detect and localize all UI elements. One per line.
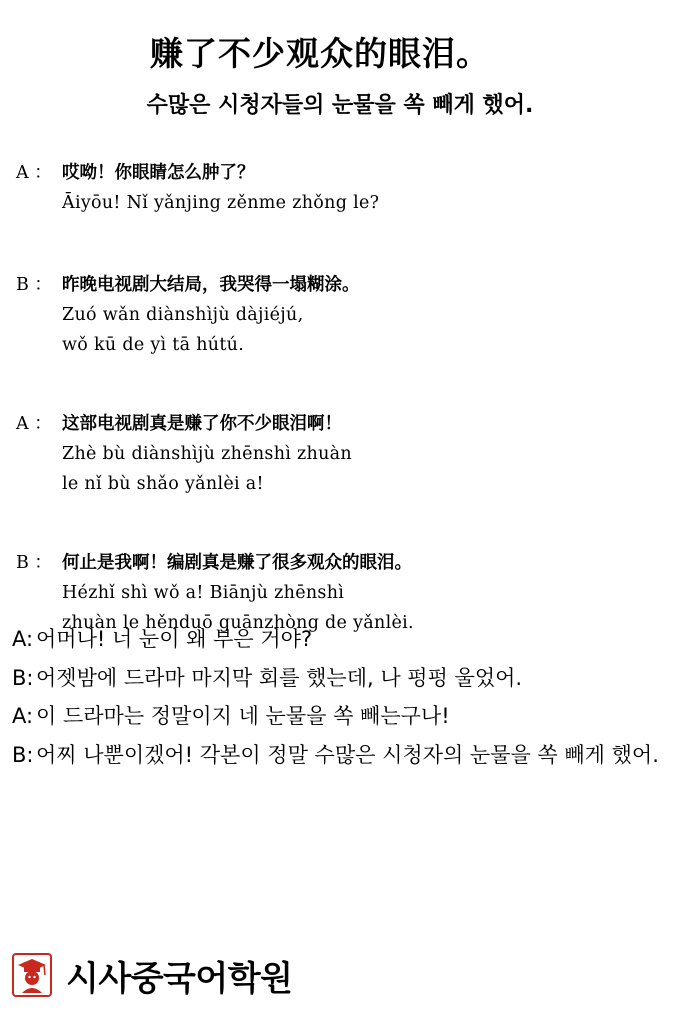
chinese-text: 哎呦！你眼睛怎么肿了？ (62, 163, 255, 183)
pinyin-text: wǒ kū de yì tā hútú. (62, 335, 245, 355)
pinyin-text: Hézhǐ shì wǒ a! Biānjù zhēnshì (62, 583, 345, 603)
translation-line (12, 697, 672, 736)
dialogue-line (16, 270, 656, 360)
brand-logo (12, 950, 292, 1000)
translation-line (12, 620, 672, 659)
korean-translation (12, 620, 672, 774)
translation-text: 어머나! 너 눈이 왜 부은 거야? (36, 627, 313, 651)
dialogue-line (16, 158, 656, 218)
logo-text: 시사중국어학원 (66, 958, 293, 999)
chinese-text: 这部电视剧真是赚了你不少眼泪啊！ (62, 414, 342, 434)
translation-line (12, 736, 672, 775)
speaker-label: B: (12, 742, 34, 767)
chinese-dialogue (16, 158, 656, 638)
pinyin-text: zhuàn le hěnduō guānzhòng de yǎnlèi. (62, 613, 414, 633)
sisa-mascot-icon (12, 953, 52, 997)
speaker-label: B: (12, 665, 34, 690)
pinyin-text: Āiyōu! Nǐ yǎnjing zěnme zhǒng le? (62, 193, 380, 213)
pinyin-text: Zhè bù diànshìjù zhēnshì zhuàn (62, 444, 352, 464)
speaker-label: A ： (16, 163, 52, 183)
speaker-label: A: (12, 627, 34, 651)
speaker-label: A: (12, 704, 34, 728)
speaker-label: B ： (16, 553, 52, 573)
pinyin-text: le nǐ bù shǎo yǎnlèi a! (62, 474, 264, 494)
translation-text: 어찌 나뿐이겠어! 각본이 정말 수많은 시청자의 눈물을 쏙 빼게 했어. (36, 742, 659, 767)
translation-text: 이 드라마는 정말이지 네 눈물을 쏙 빼는구나! (36, 704, 450, 728)
chinese-text: 昨晚电视剧大结局，我哭得一塌糊涂。 (62, 275, 360, 295)
speaker-label: A ： (16, 414, 52, 434)
translation-line (12, 659, 672, 698)
translation-text: 어젯밤에 드라마 마지막 회를 했는데, 나 펑펑 울었어. (36, 665, 523, 690)
pinyin-text: Zuó wǎn diànshìjù dàjiéjú, (62, 305, 304, 325)
page-title: 赚了不少观众的眼泪。 (150, 34, 490, 73)
chinese-text: 何止是我啊！编剧真是赚了很多观众的眼泪。 (62, 553, 412, 573)
dialogue-line (16, 409, 656, 499)
speaker-label: B ： (16, 275, 52, 295)
page-subtitle: 수많은 시청자들의 눈물을 쏙 빼게 했어. (146, 93, 534, 118)
